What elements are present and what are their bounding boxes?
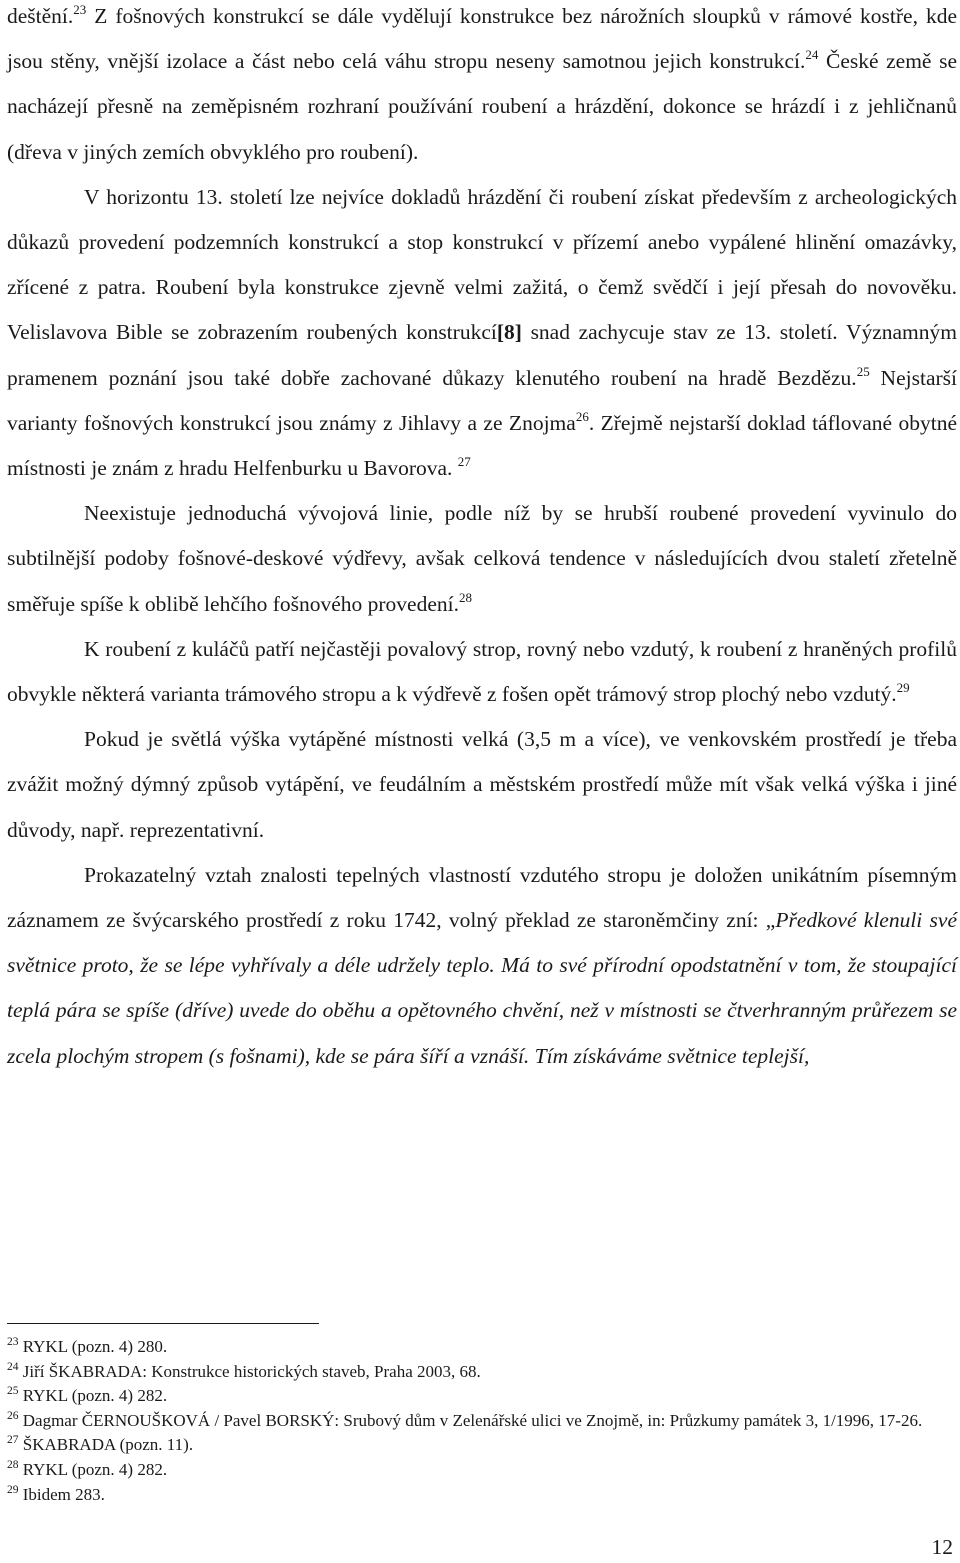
footnote-number: 24 — [7, 1360, 19, 1373]
text-run: K roubení z kuláčů patří nejčastěji povalový strop, rovný nebo vzdutý, k roubení z hraněných profilů obvykle některá varianta trámového stropu a k výdřevě z fošen opět trámový strop plochý nebo vzdutý. — [7, 636, 957, 707]
footnote-number: 29 — [7, 1483, 19, 1496]
footnote-text: RYKL (pozn. 4) 282. — [18, 1386, 168, 1406]
footnote-24 — [7, 1360, 952, 1385]
text-run: Z fošnových konstrukcí se dále vydělují konstrukce bez nárožních sloupků v rámové kostře, kde jsou stěny, vnější izolace a část nebo celá váhu stropu neseny samotnou jejich konstrukcí. — [7, 4, 957, 74]
footnote-text: RYKL (pozn. 4) 282. — [18, 1459, 168, 1479]
footnote-separator — [7, 1323, 319, 1324]
footnote-text: Ibidem 283. — [18, 1484, 105, 1504]
text-run: České země se nacházejí přesně na zeměpisném rozhraní používání roubení a hrázdění, dokonce se hrázdí i z jehličnanů (dřeva v jiných zemích obvyklého pro roubení). — [7, 49, 957, 164]
footnote-ref[interactable]: 23 — [73, 2, 87, 17]
paragraph-1 — [7, 0, 957, 175]
paragraph-3 — [7, 491, 957, 627]
text-run: Nejstarší varianty fošnových konstrukcí jsou známy z Jihlavy a ze Znojma — [7, 365, 957, 435]
footnote-number: 25 — [7, 1385, 19, 1398]
text-run: Pokud je světlá výška vytápěné místnosti velká (3,5 m a více), ve venkovském prostředí je třeba zvážit možný dýmný způsob vytápění, ve feudálním a městském prostředí může mít však velká výška i jiné důvody, např. reprezentativní. — [7, 727, 957, 842]
footnote-27 — [7, 1433, 952, 1458]
footnote-number: 27 — [7, 1434, 19, 1447]
footnote-text: Jiří ŠKABRADA: Konstrukce historických staveb, Praha 2003, 68. — [18, 1361, 481, 1381]
paragraph-2 — [7, 175, 957, 491]
footnote-26 — [7, 1409, 952, 1434]
footnote-text: Dagmar ČERNOUŠKOVÁ / Pavel BORSKÝ: Srubový dům v Zelenářské ulici ve Znojmě, in: Průzkumy památek 3, 1/1996, 17-26. — [18, 1410, 923, 1430]
footnote-25 — [7, 1384, 952, 1409]
page-number: 12 — [931, 1535, 953, 1559]
footnote-text: ŠKABRADA (pozn. 11). — [18, 1435, 194, 1455]
footnote-ref[interactable]: 29 — [896, 680, 910, 696]
footnote-number: 28 — [7, 1458, 19, 1471]
footnote-ref[interactable]: 28 — [459, 589, 472, 605]
citation-ref[interactable]: [8] — [496, 320, 522, 345]
text-run: snad zachycuje stav ze 13. století. Významným pramenem poznání jsou také dobře zachované důkazy klenutého roubení na hradě Bezdězu. — [7, 320, 957, 390]
paragraph-4 — [7, 627, 957, 717]
footnote-ref[interactable]: 27 — [457, 454, 471, 470]
footnote-ref[interactable]: 26 — [575, 408, 589, 424]
footnote-ref[interactable]: 24 — [805, 47, 819, 63]
footnote-29 — [7, 1483, 952, 1508]
text-run: . Zřejmě nejstarší doklad táflované obytné místnosti je znám z hradu Helfenburku u Bavorova. — [7, 410, 957, 481]
footnote-ref[interactable]: 25 — [856, 363, 870, 379]
footnote-number: 26 — [7, 1409, 19, 1422]
text-run: V horizontu 13. století lze nejvíce dokladů hrázdění či roubení získat především z archeologických důkazů provedení podzemních konstrukcí a stop konstrukcí v přízemí anebo vypálené hlinění omazávky, zřícené z patra. Roubení byla konstrukce zjevně velmi zažitá, o čemž svědčí i její přesah do novověku. Velislavova Bible se zobrazením roubených konstrukcí — [7, 184, 957, 345]
text-run: deštění. — [7, 4, 74, 28]
footnote-23 — [7, 1335, 952, 1360]
paragraph-5 — [7, 717, 957, 853]
body-text — [7, 0, 957, 1079]
paragraph-6 — [7, 853, 957, 1079]
text-run: Neexistuje jednoduchá vývojová linie, podle níž by se hrubší roubené provedení vyvinulo do subtilnější podoby fošnové-deskové výdřevy, avšak celková tendence v následujících dvou staletí zřetelně směřuje spíše k oblibě lehčího fošnového provedení. — [7, 501, 957, 616]
footnote-number: 23 — [7, 1336, 19, 1348]
footnotes — [7, 1335, 952, 1507]
footnote-text: RYKL (pozn. 4) 280. — [18, 1337, 168, 1356]
footnote-28 — [7, 1458, 952, 1483]
quoted-translation: Předkové klenuli své světnice proto, že se lépe vyhřívaly a déle udržely teplo. Má to své přírodní opodstatnění v tom, že stoupající teplá pára se spíše (dříve) uvede do oběhu a opětovného chvění, než v místnosti se čtverhranným průřezem se zcela plochým stropem (s fošnami), kde se pára šíří a vznáší. Tím získáváme světnice teplejší, — [7, 908, 958, 1068]
text-run: Prokazatelný vztah znalosti tepelných vlastností vzdutého stropu je doložen unikátním písemným záznamem ze švýcarského prostředí z roku 1742, volný překlad ze staroněmčiny zní: „ — [7, 862, 957, 933]
document-page — [7, 0, 957, 1079]
